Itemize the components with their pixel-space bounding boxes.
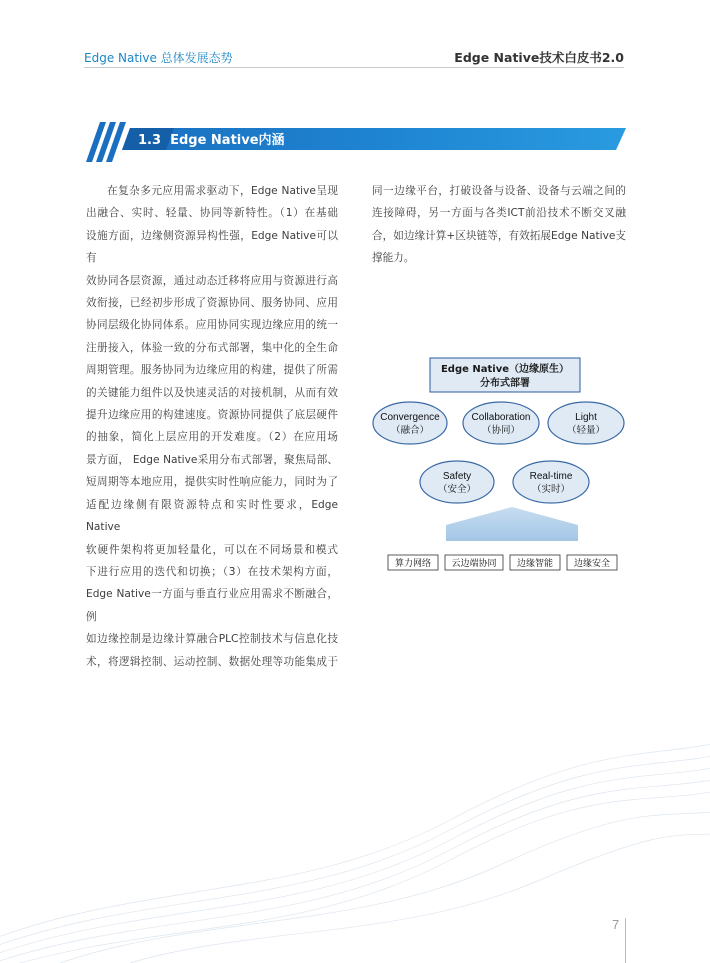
svg-text:（轻量）: （轻量） (566, 425, 606, 436)
section-title-text: Edge Native内涵 (170, 133, 285, 148)
oval-safety (420, 461, 494, 503)
text-line: 术，将逻辑控制、运动控制、数据处理等功能集成于 (86, 655, 338, 668)
text-line: 连接障碍，另一方面与各类ICT前沿技术不断交叉融 (372, 207, 626, 220)
text-line: 软硬件架构将更加轻量化，可以在不同场景和模式 (86, 543, 338, 556)
svg-text:（融合）: （融合） (390, 425, 430, 436)
svg-text:（协同）: （协同） (481, 425, 521, 436)
diagram-title-line2: 分布式部署 (480, 378, 530, 389)
svg-text:Light: Light (575, 412, 597, 423)
text-line: 设施方面，边缘侧资源异构性强，Edge Native可以有 (86, 229, 338, 265)
oval-realtime (513, 461, 589, 503)
text-line: 撑能力。 (372, 252, 415, 265)
header-document-title: Edge Native技术白皮书2.0 (454, 50, 624, 65)
text-line: 注册接入，体验一致的分布式部署，集中化的全生命 (86, 341, 338, 354)
svg-text:云边端协同: 云边端协同 (451, 559, 497, 569)
box-edge-security (567, 555, 617, 570)
section-heading (138, 129, 285, 148)
box-edge-intelligence (510, 555, 560, 570)
diagram-title-line1: Edge Native（边缘原生） (440, 364, 570, 375)
text-line: 效衔接，已经初步形成了资源协同、服务协同、应用 (86, 297, 338, 310)
text-line: 合，如边缘计算+区块链等，有效拓展Edge Native支 (372, 229, 626, 242)
text-line: 出融合、实时、轻量、协同等新特性。（1）在基础 (86, 207, 338, 220)
text-line: 景方面， Edge Native采用分布式部署，聚焦局部、 (86, 453, 338, 466)
svg-text:Convergence: Convergence (380, 412, 440, 423)
text-line: 的关键能力组件以及快速灵活的对接机制，从而有效 (86, 386, 338, 399)
svg-text:（实时）: （实时） (531, 484, 571, 495)
left-text-column (86, 180, 338, 673)
text-line: 如边缘控制是边缘计算融合PLC控制技术与信息化技 (86, 633, 338, 646)
oval-collaboration (463, 402, 539, 444)
svg-text:边缘安全: 边缘安全 (573, 559, 611, 569)
svg-text:边缘智能: 边缘智能 (516, 559, 554, 569)
edge-native-diagram (368, 355, 632, 580)
oval-convergence (373, 402, 447, 444)
text-line: 在复杂多元应用需求驱动下，Edge Native呈现 (107, 185, 338, 197)
section-number: 1.3 (138, 133, 162, 148)
page-number-divider (625, 918, 626, 963)
svg-text:算力网络: 算力网络 (394, 559, 432, 569)
text-line: 周期管理。服务协同为边缘应用的构建，提供了所需 (86, 364, 338, 377)
svg-text:Collaboration: Collaboration (471, 412, 531, 423)
text-line: 下进行应用的迭代和切换；（3）在技术架构方面， (86, 565, 338, 578)
oval-light (548, 402, 624, 444)
upward-arrow (446, 507, 578, 541)
right-text-column (372, 180, 626, 270)
background-wave-decoration (0, 700, 710, 963)
text-line: 协同层级化协同体系。应用协同实现边缘应用的统一 (86, 319, 338, 332)
text-line: 提升边缘应用的构建速度。资源协同提供了底层硬件 (86, 409, 338, 422)
svg-text:Safety: Safety (442, 471, 472, 482)
text-line: 适配边缘侧有限资源特点和实时性要求，Edge Native (86, 498, 338, 534)
svg-text:（安全）: （安全） (437, 484, 477, 495)
text-line: 的抽象，简化上层应用的开发难度。（2）在应用场 (86, 431, 338, 444)
text-line: 短周期等本地应用，提供实时性响应能力，同时为了 (86, 476, 338, 489)
page-number: 7 (612, 917, 620, 932)
svg-text:Real-time: Real-time (529, 471, 573, 482)
text-line: 同一边缘平台，打破设备与设备、设备与云端之间的 (372, 185, 626, 197)
header-divider (84, 67, 624, 68)
text-line: Edge Native一方面与垂直行业应用需求不断融合，例 (86, 588, 338, 623)
header-chapter-title: Edge Native 总体发展态势 (84, 51, 233, 65)
text-line: 效协同各层资源，通过动态迁移将应用与资源进行高 (86, 274, 338, 287)
box-compute-network (388, 555, 438, 570)
box-cloud-edge-collab (445, 555, 503, 570)
